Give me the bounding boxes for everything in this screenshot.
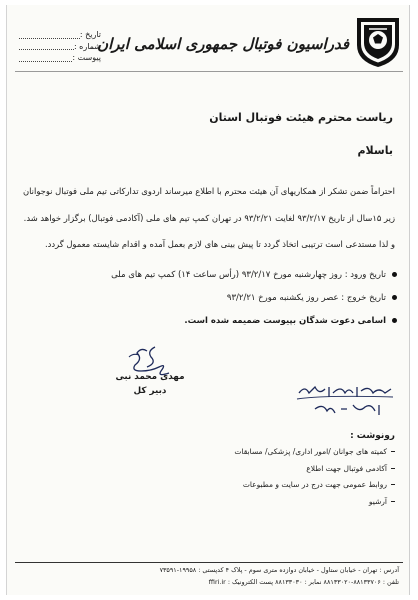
recipient: ریاست محترم هیئت فوتبال استان — [209, 111, 393, 124]
list-item — [67, 314, 397, 327]
invitees-note: اسامی دعوت شدگان بپیوست ضمیمه شده است. — [184, 315, 386, 326]
body-line: و لذا مستدعی است ترتیبی اتخاذ گردد تا پیش بینی های لازم بعمل آمده و اقدام شایسته معمول گردد. — [44, 239, 395, 249]
attachment-label: پیوست : — [72, 53, 101, 62]
cc-item-text: آکادمی فوتبال جهت اطلاع — [306, 463, 387, 473]
cc-list — [165, 446, 395, 512]
letter-meta — [17, 29, 101, 64]
handwritten-notes-icon — [295, 383, 395, 423]
cc-item — [165, 446, 395, 457]
header-divider — [15, 71, 403, 72]
attachment-dots — [19, 54, 72, 62]
bullet-icon — [392, 272, 397, 277]
cc-title: رونوشت : — [350, 431, 395, 441]
cc-item — [165, 496, 395, 507]
signer-title: دبیر کل — [133, 386, 167, 396]
bullet-icon — [392, 295, 397, 300]
body-line: زیر ۱۵سال از تاریخ ۹۳/۲/۱۷ لغایت ۹۳/۲/۲۱ در تهران کمپ تیم های ملی (آکادمی فوتبال) برگزار خواهد شد. — [23, 213, 395, 223]
list-item — [67, 291, 397, 304]
date-field — [17, 29, 101, 41]
number-field — [17, 41, 101, 53]
body-line: احتراماً ضمن تشکر از همکاریهای آن هیئت محترم با اطلاع میرساند اردوی تدارکاتی تیم ملی فوتبال نوجوانان — [22, 186, 395, 196]
footer-divider — [15, 562, 403, 563]
cc-item-text: روابط عمومی جهت درج در سایت و مطبوعات — [242, 480, 387, 489]
federation-logo-icon — [353, 15, 403, 69]
dash-icon — [391, 484, 395, 485]
cc-item — [165, 463, 395, 474]
attachment-field — [17, 52, 101, 64]
arrival-date: تاریخ ورود : روز چهارشنبه مورخ ۹۳/۲/۱۷ (رأس ساعت ۱۴) کمپ تیم های ملی — [111, 269, 386, 280]
footer-address: آدرس : تهران - خیابان ستاول - خیابان دوازده متری سوم - پلاک ۴ کدپستی : ۱۹۹۵۸-۷۳۵۹۱ — [159, 566, 399, 574]
departure-date: تاریخ خروج : عصر روز یکشنبه مورخ ۹۳/۲/۲۱ — [226, 292, 386, 303]
cc-item — [165, 479, 395, 490]
number-label: شماره : — [73, 41, 101, 51]
federation-name: فدراسیون فوتبال جمهوری اسلامی ایران — [97, 35, 349, 53]
cc-item-text: کمیته های جوانان /امور اداری/ پزشکی/ مسابقات — [234, 447, 387, 456]
date-dots — [19, 31, 80, 39]
cc-item-text: آرشیو — [368, 496, 387, 506]
dash-icon — [391, 451, 395, 452]
details-list — [67, 268, 397, 337]
letter-page — [6, 5, 410, 595]
number-dots — [19, 42, 74, 50]
dash-icon — [391, 501, 395, 502]
signer-name: مهدی محمد نبی — [115, 372, 185, 382]
list-item — [67, 268, 397, 281]
bullet-icon — [392, 318, 397, 323]
date-label: تاریخ : — [79, 30, 101, 39]
dash-icon — [391, 468, 395, 469]
footer-contact: تلفن : ۸۸۱۳۳۷۰۶-۸۸۱۳۳۰۲۰ نمابر : ۸۸۱۳۳۰۳۰ پست الکترونیک : ffiri.ir — [208, 578, 399, 586]
salutation: باسلام — [357, 144, 393, 157]
